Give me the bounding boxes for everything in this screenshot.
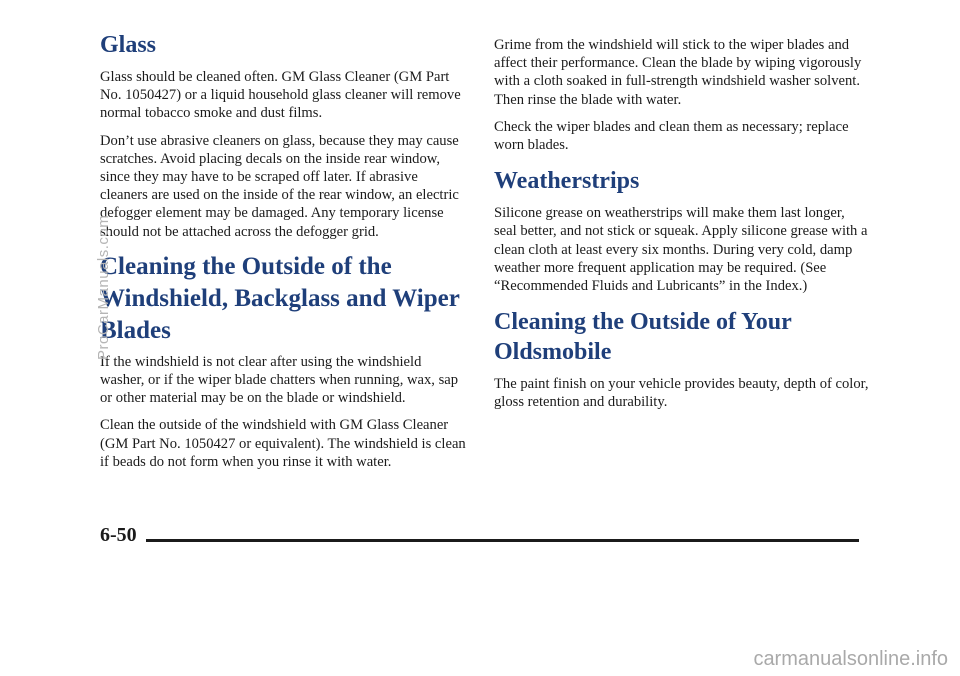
- page-number: 6-50: [100, 524, 137, 546]
- check-blades-paragraph: Check the wiper blades and clean them as necessary; replace worn blades.: [494, 118, 849, 154]
- glass-heading: Glass: [100, 32, 157, 58]
- vertical-watermark: ProCarManuals.com: [95, 214, 112, 360]
- left-column: [100, 30, 466, 480]
- weatherstrips-paragraph: Silicone grease on weatherstrips will make them last longer, seal better, and not stick or squeak. Apply silicone grease with a clean cloth at least every six months. During very cold, damp weather more frequent application may be required. (See “Recommended Fluids and Lubricants” in the Index.): [494, 205, 868, 295]
- bottom-watermark: carmanualsonline.info: [753, 648, 948, 670]
- glass-paragraph-2: Don’t use abrasive cleaners on glass, because they may cause scratches. Avoid placing decals on the inside rear window, since they may have to be scraped off later. If abrasive cleaners are used on the inside of the rear window, an electric defogger element may be damaged. Any temporary license should not be attached across the defogger grid.: [100, 132, 459, 240]
- glass-paragraph-1: Glass should be cleaned often. GM Glass Cleaner (GM Part No. 1050427) or a liquid household glass cleaner will remove normal tobacco smoke and dust films.: [100, 69, 461, 122]
- paint-finish-paragraph: The paint finish on your vehicle provides beauty, depth of color, gloss retention and durability.: [494, 376, 869, 411]
- outside-oldsmobile-heading: Cleaning the Outside of Your Oldsmobile: [494, 309, 792, 366]
- weatherstrips-heading: Weatherstrips: [494, 168, 640, 195]
- windshield-heading: Cleaning the Outside of the Windshield, Backglass and Wiper Blades: [100, 252, 460, 344]
- right-column: [494, 36, 870, 421]
- footer-rule: [146, 539, 859, 542]
- grime-paragraph: Grime from the windshield will stick to the wiper blades and affect their performance. Clean the blade by wiping vigorously with a cloth soaked in full-strength windshield washer solvent. Then rinse the blade with water.: [494, 37, 862, 108]
- windshield-paragraph-1: If the windshield is not clear after using the windshield washer, or if the wiper blade chatters when running, wax, sap or other material may be on the blade or windshield.: [100, 353, 459, 407]
- windshield-paragraph-2: Clean the outside of the windshield with GM Glass Cleaner (GM Part No. 1050427 or equivalent). The windshield is clean if beads do not form when you rinse it with water.: [100, 417, 466, 470]
